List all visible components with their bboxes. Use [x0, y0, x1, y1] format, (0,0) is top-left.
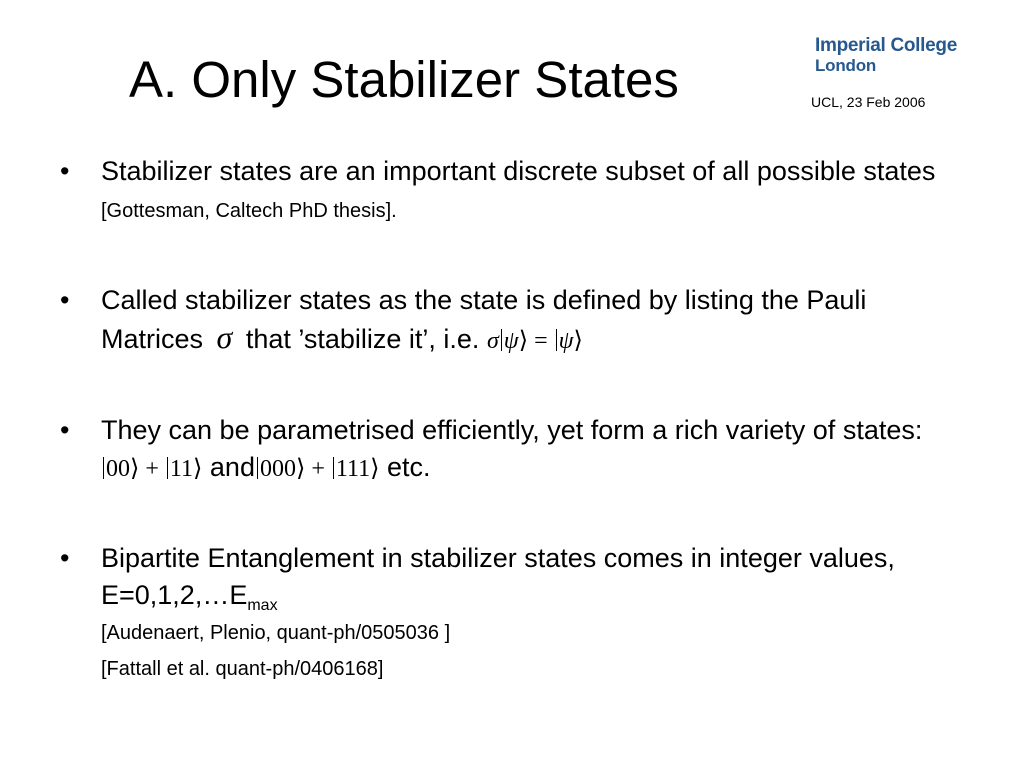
- bullet-item: [60, 153, 960, 230]
- bullet-text: Stabilizer states are an important discrete subset of all possible states: [101, 156, 936, 186]
- sigma-symbol: σ: [216, 319, 233, 355]
- bullet-dot: •: [60, 415, 70, 445]
- subscript-max: max: [247, 597, 278, 614]
- imperial-college-logo: [815, 36, 957, 74]
- bullet-item: [60, 540, 960, 682]
- bullet-text: They can be parametrised efficiently, yet form a rich variety of states:: [101, 415, 923, 445]
- stabilizer-equation: σ ψ⟩ = ψ⟩: [486, 328, 583, 354]
- slide-title: A. Only Stabilizer States: [129, 51, 679, 108]
- equation-op: σ: [486, 328, 499, 354]
- equation-psi: ψ: [503, 328, 519, 354]
- bullet-text-continued: and: [202, 452, 255, 482]
- logo-line-2: London: [815, 56, 877, 75]
- citation: [Gottesman, Caltech PhD thesis].: [101, 200, 397, 222]
- equation-eq: =: [534, 328, 548, 354]
- bullet-item: [60, 282, 960, 360]
- logo-line-1: Imperial College: [815, 35, 957, 56]
- citation: [Fattall et al. quant-ph/0406168]: [101, 658, 384, 680]
- bullet-list: [60, 153, 960, 682]
- bullet-dot: •: [60, 543, 70, 573]
- ket-expression-three-qubit: 000⟩ + 111⟩: [255, 456, 380, 482]
- bullet-text-end: etc.: [379, 452, 431, 482]
- bullet-text: Called stabilizer states as the state is defined by listing the Pauli Matrices: [101, 285, 867, 354]
- bullet-text: Bipartite Entanglement in stabilizer states comes in integer values, E=0,1,2,…E: [101, 543, 895, 610]
- ket-expression-two-qubit: 00⟩ + 11⟩: [101, 456, 202, 482]
- bullet-item: [60, 412, 960, 488]
- equation-psi-rhs: ψ: [558, 328, 574, 354]
- talk-date: UCL, 23 Feb 2006: [811, 94, 926, 110]
- bullet-text-continued: that ’stabilize it’, i.e.: [238, 324, 487, 354]
- citation: [Audenaert, Plenio, quant-ph/0505036 ]: [101, 622, 451, 644]
- bullet-dot: •: [60, 156, 70, 186]
- bullet-dot: •: [60, 285, 70, 315]
